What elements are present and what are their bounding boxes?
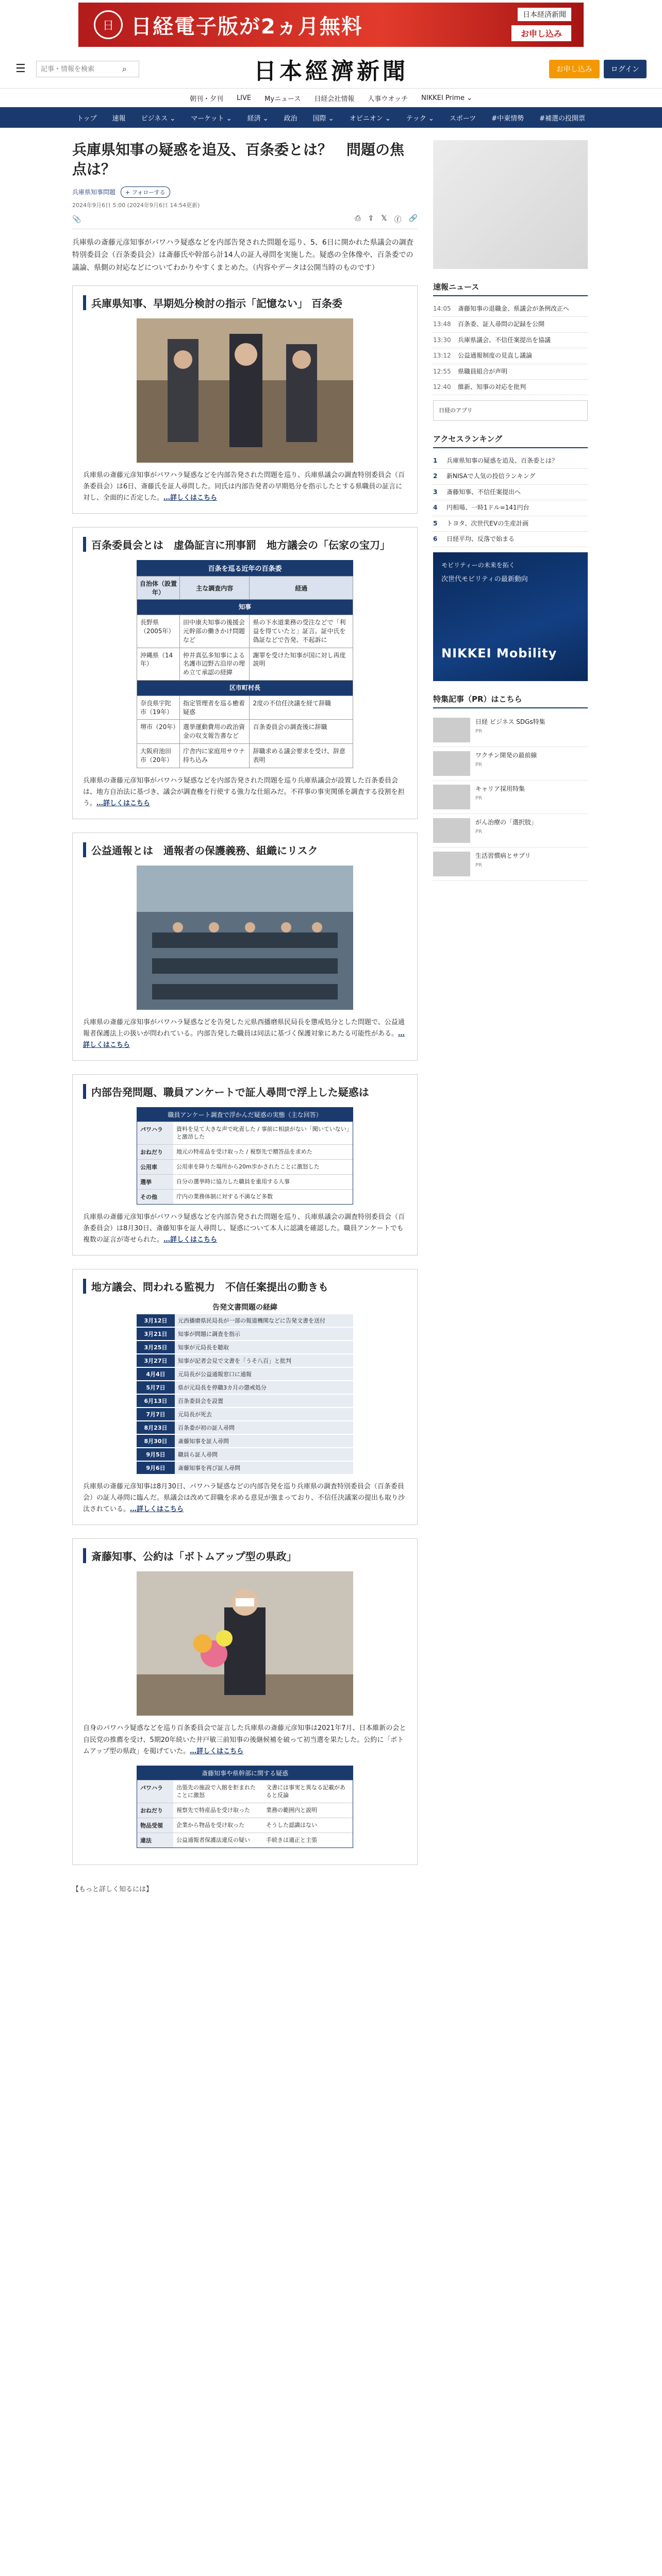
timeline-row: 3月12日 元西播磨県民局長が一部の報道機関などに告発文書を送付 xyxy=(137,1314,353,1327)
survey-row: おねだり 地元の特産品を受け取った / 視察先で贈答品を求めた xyxy=(137,1144,353,1159)
feature-item[interactable]: ワクチン開発の最前線 PR xyxy=(433,747,588,781)
committee-table xyxy=(137,560,353,768)
timeline-row: 5月7日 県が元局長を停職3カ月の懲戒処分 xyxy=(137,1381,353,1394)
ranking-item[interactable]: 3 斎藤知事、不信任案提出へ xyxy=(433,485,588,500)
share-tools xyxy=(355,214,418,225)
subnav-item[interactable]: 日経会社情報 xyxy=(314,95,355,103)
nav-item[interactable]: テック ⌄ xyxy=(406,114,434,123)
nav-item[interactable]: オピニオン ⌄ xyxy=(349,114,391,123)
section-body: 兵庫県の斎藤元彦知事がパワハラ疑惑などを告発した元県西播磨県民局長を懲戒処分とした問題で、公益通報者保護法上の扱いが問われている。内部告発した職員は同法に基づく保護対象にあたる可能性がある。…詳しくはこちら xyxy=(83,1018,405,1049)
feature-thumbnail xyxy=(433,718,470,742)
access-ranking-list xyxy=(433,453,588,547)
table-header: 経過 xyxy=(250,577,353,600)
feature-item[interactable]: がん治療の「選択肢」 PR xyxy=(433,814,588,848)
nav-item[interactable]: 速報 xyxy=(112,114,126,123)
article-date: 2024年9月6日 5:00 (2024年9月6日 14:54更新) xyxy=(72,201,200,209)
mobility-ad-sub: 次世代モビリティの最新動向 xyxy=(441,575,528,584)
table-row: 長野県（2005年） 田中康夫知事の後援会元幹部の働きかけ問題など 県の下水道業務の受注などで「利益を得ていたと」証言。証中氏を偽証などで告発、不起訴に xyxy=(137,615,353,648)
press-photo xyxy=(137,1571,353,1716)
header-buttons xyxy=(549,60,647,78)
timeline-row: 9月6日 斎藤知事を再び証人尋問 xyxy=(137,1462,353,1474)
timeline-title: 告発文書問題の経緯 xyxy=(212,1303,277,1312)
feature-heading: 特集記事（PR）はこちら xyxy=(433,693,588,708)
read-more-link[interactable]: …詳しくはこちら xyxy=(83,1029,405,1049)
feature-list xyxy=(433,714,588,881)
section-heading: 斎藤知事、公約は「ボトムアップ型の県政」 xyxy=(83,1548,407,1563)
nav-item[interactable]: トップ xyxy=(76,114,97,123)
nav-item[interactable]: 政治 xyxy=(284,114,297,123)
news-item[interactable]: 13:30 兵庫県議会、不信任案提出を協議 xyxy=(433,333,588,348)
read-more-link[interactable]: …詳しくはこちら xyxy=(130,1505,184,1514)
sidebar-ad[interactable] xyxy=(433,140,588,269)
table-header: 自治体（設置年） xyxy=(137,577,180,600)
subnav-item[interactable]: 朝刊・夕刊 xyxy=(189,95,223,103)
read-more-link[interactable]: …詳しくはこちら xyxy=(163,1236,218,1244)
section-heading: 地方議会、問われる監視力 不信任案提出の動きも xyxy=(83,1279,407,1294)
access-ranking-heading: アクセスランキング xyxy=(433,433,588,448)
ranking-item[interactable]: 5 トヨタ、次世代EVの生産計画 xyxy=(433,516,588,532)
news-item[interactable]: 14:05 斎藤知事の退職金、県議会が条例改正へ xyxy=(433,301,588,317)
section-card xyxy=(72,833,418,1061)
timeline-row: 8月23日 百条委が初の証人尋問 xyxy=(137,1421,353,1434)
press-photo xyxy=(137,866,353,1010)
timeline-row: 7月7日 元局長が死去 xyxy=(137,1408,353,1420)
page-layout xyxy=(0,128,662,1893)
timeline-row: 8月30日 斎藤知事を証人尋問 xyxy=(137,1435,353,1447)
article-main xyxy=(72,140,418,1893)
timeline-row: 6月13日 百条委員会を設置 xyxy=(137,1395,353,1407)
survey-graphic xyxy=(137,1107,353,1205)
table-row: 奈良県宇陀市（19年） 指定管理者を巡る癒着疑惑 2度の不信任決議を経て辞職 xyxy=(137,696,353,720)
nav-item[interactable]: #補選の投開票 xyxy=(539,114,586,123)
table-header-row xyxy=(137,577,353,600)
ad-headline: 日経電子版が2ヵ月無料 xyxy=(131,14,363,39)
site-logo[interactable]: 日本經濟新聞 xyxy=(254,58,408,84)
sub-navigation xyxy=(0,89,662,107)
nav-item[interactable]: 経済 ⌄ xyxy=(247,114,269,123)
news-heading: 速報ニュース xyxy=(433,281,588,296)
ad-cta-button[interactable]: お申し込み xyxy=(511,25,571,41)
subnav-item[interactable]: NIKKEI Prime ⌄ xyxy=(421,94,473,102)
survey-row: パワハラ 資料を見て大きな声で叱責した / 事前に相談がない「聞いていない」と激昂した xyxy=(137,1122,353,1144)
read-more-link[interactable]: …詳しくはこちら xyxy=(96,799,151,807)
search-box xyxy=(36,61,139,77)
photo-illustration xyxy=(137,318,353,463)
share-icon[interactable]: ⇪ xyxy=(368,214,374,223)
timeline-row: 3月27日 知事が記者会見で文書を「うそ八百」と批判 xyxy=(137,1354,353,1367)
article-tools xyxy=(72,214,418,229)
survey-row: 選挙 自分の選挙時に協力した職員を重用する人事 xyxy=(137,1174,353,1189)
section-body: 兵庫県の斎藤元彦知事がパワハラ疑惑などを内部告発された問題を巡り、兵庫県議会の調査特別委員会（百条委員会）は6日、斎藤氏を証人尋問した。同氏は内部告発者の早期処分を指示したとする県職員の証言に対し、全面的に否定した。…詳しくはこちら xyxy=(83,471,405,502)
follow-button[interactable]: + フォローする xyxy=(121,187,170,198)
doubts-row: パワハラ 出張先の施設で入館を拒まれたことに激怒 文書には事実と異なる記載があると反論 xyxy=(137,1780,353,1803)
doubts-row: 物品受領 企業から物品を受け取った そうした認識はない xyxy=(137,1818,353,1833)
news-list xyxy=(433,301,588,395)
photo-illustration xyxy=(137,866,353,1010)
topic-tag[interactable]: 兵庫県知事問題 xyxy=(72,189,116,196)
table-header: 主な調査内容 xyxy=(180,577,250,600)
article-lead: 兵庫県の斎藤元彦知事がパワハラ疑惑などを内部告発された問題を巡り、5、6日に開かれた県議会の調査特別委員会（百条委員会）は斎藤氏や幹部ら計14人の証人尋問を実施した。疑惑の全体像や、百条委での議論、県側の対応などについてわかりやすくまとめた。（内容やデータは公開当時のものです） xyxy=(72,238,413,272)
sidebar xyxy=(433,140,588,1893)
table-row: 大阪府池田市（20年） 庁舎内に家庭用サウナ持ち込み 辞職求める議会要求を受け、辞意表明 xyxy=(137,743,353,768)
doubts-title: 斎藤知事や県幹部に関する疑惑 xyxy=(137,1766,353,1780)
timeline-row: 4月4日 元局長が公益通報窓口に通報 xyxy=(137,1368,353,1380)
mobility-ad-brand: NIKKEI Mobility xyxy=(441,646,557,661)
section-card xyxy=(72,285,418,514)
search-icon[interactable]: ⌕ xyxy=(122,63,127,74)
ranking-item[interactable]: 2 新NISAで人気の投信ランキング xyxy=(433,469,588,484)
subnav-item[interactable]: Myニュース xyxy=(264,95,301,103)
table-group: 知事 xyxy=(137,600,353,615)
ad-banner[interactable] xyxy=(78,3,584,47)
news-item[interactable]: 13:12 公益通報制度の見直し議論 xyxy=(433,348,588,364)
top-advertisement[interactable] xyxy=(0,0,662,49)
site-header xyxy=(0,49,662,89)
feature-item[interactable]: 生活習慣病とサプリ PR xyxy=(433,848,588,881)
timeline-row: 3月21日 知事が問題に調査を指示 xyxy=(137,1328,353,1340)
apply-button[interactable]: お申し込み xyxy=(549,60,600,78)
subnav-item[interactable]: LIVE xyxy=(236,94,252,102)
feature-thumbnail xyxy=(433,785,470,809)
nav-item[interactable]: スポーツ xyxy=(449,114,476,123)
subnav-item[interactable]: 人事ウオッチ xyxy=(368,95,408,103)
mobility-ad-head: モビリティーの未来を拓く xyxy=(441,562,515,569)
survey-title: 職員アンケート調査で浮かんだ疑惑の実態（主な回答） xyxy=(137,1108,353,1122)
timeline-row: 9月5日 職員ら証人尋問 xyxy=(137,1448,353,1461)
x-share-icon[interactable]: 𝕏 xyxy=(381,214,387,223)
table-row: 沖縄県（14年） 仲井真弘多知事による名護市辺野古沿岸の埋め立て承認の経緯 謝罪を受けた知事が国に対し再度説明 xyxy=(137,648,353,680)
app-links[interactable]: 日経のアプリ xyxy=(433,400,588,421)
feature-thumbnail xyxy=(433,751,470,776)
nav-item[interactable]: #中東情勢 xyxy=(491,114,524,123)
main-navigation xyxy=(0,107,662,128)
feature-item[interactable]: 日経 ビジネス SDGs特集 PR xyxy=(433,714,588,747)
nav-item[interactable]: 国際 ⌄ xyxy=(312,114,334,123)
feature-item[interactable]: キャリア採用特集 PR xyxy=(433,781,588,814)
facebook-icon[interactable]: ⓕ xyxy=(394,215,402,224)
ranking-item[interactable]: 4 円相場、一時1ドル=141円台 xyxy=(433,500,588,516)
ad-right xyxy=(511,8,571,41)
section-card xyxy=(72,1074,418,1256)
ranking-item[interactable]: 1 兵庫県知事の疑惑を追及、百条委とは？ xyxy=(433,453,588,469)
section-heading: 兵庫県知事、早期処分検討の指示「記憶ない」 百条委 xyxy=(83,295,407,310)
ad-logo-icon: 日 xyxy=(94,10,123,39)
section-body: 自身のパワハラ疑惑などを巡り百条委員会で証言した兵庫県の斎藤元彦知事は2021年7月、日本維新の会と自民党の推薦を受け、5期20年続いた井戸敏三前知事の後継候補を破って初当選を果たした。公約に「ボトムアップ型の県政」を掲げていた。…詳しくはこちら xyxy=(83,1724,406,1755)
section-body: 兵庫県の斎藤元彦知事がパワハラ疑惑などを内部告発された問題を巡り兵庫県議会が設置した百条委員会は、地方自治法に基づき、議会が調査権を行使する強力な仕組みだ。不祥事の事実関係を調査する役割を担う。…詳しくはこちら xyxy=(83,776,405,807)
search-input[interactable] xyxy=(37,65,119,73)
photo-illustration xyxy=(137,1571,353,1716)
read-more-link[interactable]: …詳しくはこちら xyxy=(190,1747,244,1755)
news-item[interactable]: 13:48 百条委、証人尋問の記録を公開 xyxy=(433,317,588,332)
article-meta xyxy=(72,187,418,198)
section-card xyxy=(72,527,418,819)
print-icon[interactable]: ⎙ xyxy=(355,214,361,223)
hamburger-menu-icon[interactable]: ☰ xyxy=(15,62,26,75)
table-caption: 百条を巡る近年の百条委 xyxy=(137,560,353,576)
section-card xyxy=(72,1538,418,1865)
article-title: 兵庫県知事の疑惑を追及、百条委とは？ 問題の焦点は？ xyxy=(72,141,405,178)
section-heading: 公益通報とは 通報者の保護義務、組織にリスク xyxy=(83,842,407,857)
doubts-graphic xyxy=(137,1766,353,1848)
news-item[interactable]: 12:55 県職員組合が声明 xyxy=(433,364,588,380)
nav-item[interactable]: マーケット ⌄ xyxy=(191,114,232,123)
clip-icon[interactable]: 📎 xyxy=(72,215,81,224)
section-body: 兵庫県の斎藤元彦知事は8月30日、パワハラ疑惑などの内部告発を巡り兵庫県の調査特別委員会（百条委員会）の証人尋問に臨んだ。県議会は改めて辞職を求める意見が強まっており、不信任決議案の提出も取り沙汰されている。…詳しくはこちら xyxy=(83,1483,405,1514)
timeline-graphic xyxy=(137,1302,353,1474)
feature-thumbnail xyxy=(433,818,470,843)
login-button[interactable]: ログイン xyxy=(604,60,647,78)
section-body: 兵庫県の斎藤元彦知事がパワハラ疑惑などを内部告発された問題を巡り、兵庫県議会の調査特別委員会（百条委員会）は8月30日、斎藤知事を証人尋問し、疑惑について本人に認識を確認した。職員アンケートでも複数の証言が寄せられた。…詳しくはこちら xyxy=(83,1213,405,1244)
feature-thumbnail xyxy=(433,852,470,876)
more-info-heading: 【もっと詳しく知るには】 xyxy=(72,1885,153,1893)
news-item[interactable]: 12:40 維新、知事の対応を批判 xyxy=(433,380,588,395)
link-icon[interactable]: 🔗 xyxy=(408,214,418,223)
doubts-row: 違法 公益通報者保護法違反の疑い 手続きは適正と主張 xyxy=(137,1833,353,1848)
nav-item[interactable]: ビジネス ⌄ xyxy=(141,114,176,123)
table-row: 堺市（20年） 選挙運動費用の政治資金の収支報告書など 百条委員会の調査後に辞職 xyxy=(137,720,353,744)
survey-row: その他 庁内の業務体制に対する不満など多数 xyxy=(137,1189,353,1204)
mobility-ad[interactable] xyxy=(433,552,588,681)
timeline-row: 3月25日 知事が元局長を聴取 xyxy=(137,1341,353,1353)
read-more-link[interactable]: …詳しくはこちら xyxy=(163,494,218,502)
table-group: 区市町村長 xyxy=(137,680,353,696)
ranking-item[interactable]: 6 日経平均、反落で始まる xyxy=(433,532,588,547)
press-photo xyxy=(137,318,353,463)
ad-brand: 日本経済新聞 xyxy=(518,8,571,21)
doubts-row: おねだり 視察先で特産品を受け取った 業務の範囲内と説明 xyxy=(137,1803,353,1818)
survey-row: 公用車 公用車を降りた場所から20m歩かされたことに激怒した xyxy=(137,1159,353,1174)
section-card xyxy=(72,1269,418,1525)
section-heading: 内部告発問題、職員アンケートで証人尋問で浮上した疑惑は xyxy=(83,1084,407,1099)
section-heading: 百条委員会とは 虚偽証言に刑事罰 地方議会の「伝家の宝刀」 xyxy=(83,537,407,552)
